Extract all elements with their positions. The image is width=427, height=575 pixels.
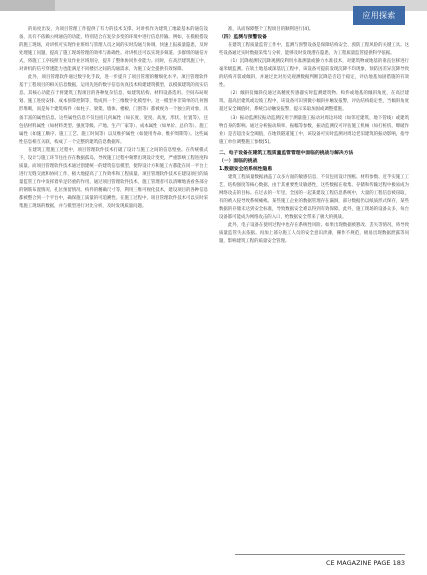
subsection-heading: （四）监测与预警设备 (219, 35, 267, 41)
body-paragraph: 建筑工程质量数据涵盖了众多方面的敏感信息，不仅包括设计图纸、材料参数、近乎实施工工艺，结构强度等核心数据，由于其重要性及敏感性，这些数据在收集、存储和传输过程中极易成为网络攻击的目标。在过去的一年里，全国的一起某建设工程信息系统中，大量的工程信息被窃取，有的被入侵导致系统瘫痪。某些施工企业的数据管理存在漏洞，部分数据仍以纸质形式保存，某些数据的存储未达到安全标准，导致数据安全难以得到有效保障。此外，施工现场的设备众多，每台设备都可能成为网络攻击的入口，给数据安全带来了极大的挑战。 (219, 174, 409, 221)
body-paragraph: （3）振动监测仪振动监测仪用于测量施工振动对周边环境（如邻近建筑、地下管线）或建筑物自身的影响。通过分析振动频率、振幅等参数，振动监测仪可评估施工机械（如打桩机、爆破作业）是否超出安全阈值，在地铁隧道施工中，该设备可实时监测对周边老旧建筑的振动影响，指导施工单位调整施工参数[5]。 (219, 115, 409, 145)
page-number: 183 (392, 559, 405, 567)
body-paragraph: 在建筑工程质量监管工作中，监测与预警设备是保障结构安全、预防工程风险的关键工具。这些设备通过实时数据采集与分析，能够及时发现潜在隐患，为工程质量监管提供科学依据。 (219, 43, 409, 57)
item-heading: 1.数据安全的系统性隐患 (219, 166, 273, 172)
page-label: PAGE (373, 559, 391, 567)
body-paragraph: （2）倾斜仪倾斜仪通过高精度传感器实时监测建筑物、构件或地基的倾斜角度，在高层建筑、超高层建筑或边坡工程中，该设备可识别微小倾斜并触发报警，评估结构稳定性，当倾斜角度超过安全阈值时，系统自动触发报警，提示采取加固或调整措施。 (219, 91, 409, 113)
magazine-name: CE MAGAZINE (325, 559, 372, 567)
body-paragraph: 此外，项目管理软件通过数字化手段，进一步提升了项目管理的精细化水平。项目管理软件基于工程项目的相关信息数据，运用先进的数字信息仿真技术构建建筑模型，以模拟建筑的真实信息。其核心功能在于将建筑工程项目的各种复杂信息，如建筑结构、材料设备选用、空间布局规划、施工进度安排、成本预算控制等，集成到一个三维数字化模型中。这一模型并非简单的几何图形堆砌，而是每个建筑构件（如柱子、梁架、墙体、楼板、门窗等）都被视为一个独立的对象，具备丰富的属性信息。这些属性信息不仅包括几何属性（如长度、宽度、高度、形状、位置等），还包括材料属性（如材料类型、强度等级、产地、生产厂家等）、成本属性（如单价、总价等）、施工属性（如施工顺序、施工工艺、施工时间等）以及维护属性（如使用寿命、维护周期等）。这些属性信息相互关联，构成了一个完整的建筑信息数据库。 (19, 75, 208, 145)
footer-rule (235, 554, 405, 555)
right-column (219, 26, 409, 548)
left-column (19, 26, 208, 548)
section-heading: 二、电子设备在建筑工程质量监管管理中面临的挑战与解决方法 (219, 150, 354, 156)
page-footer (326, 559, 405, 567)
body-paragraph: 此外，电子设备在使用过程中也存在系统性风险。如果出现数据被篡改、丢失等情况，将导致质量监管失去依据。再加上部分施工人员的安全意识淡薄，操作不规范，极易出现数据泄露等问题，影响建筑工程的质量安全管理。 (219, 223, 409, 245)
body-paragraph: （1）沉降观测仪沉降观测仪利用水准测量或静力水准技术，对建筑物或地基的垂直位移进行毫米级监测。在软土地基或深基坑工程中，该设备可提前发现沉降不均现象，预防因差异沉降导致的结构开裂或倾斜，并通过比对历史观测数据判断沉降是否趋于稳定，评估地基加固措施的有效性。 (219, 59, 409, 89)
subsection-heading: （一）面临的挑战 (219, 158, 258, 164)
body-paragraph: 在建筑工程施工过程中，项目管理软件技术打破了设计与施工之间的信息壁垒。在传统模式下，设计与施工环节往往存在数据孤岛，导致施工过程中频繁出现设计变更，严重影响工程进度和质量。而项目管理软件技术通过创建统一的建筑信息模型，使得设计方和施工方都能在同一平台上进行无缝交流和协同工作，极大地提高了工作效率和工程质量。项目管理软件技术在建设项目的质量监管工作中发挥着举足轻重的作用，通过项目管理软件技术，施工管理者可以清晰地查看各部分的钢筋布置情况、孔位预留情况、构件的精确尺寸等，利用三维可视化技术，建设项目的各种信息都被整合到一个平台中，确保施工质量的可追溯性。在施工过程中，项目管理软件技术可以实时采集施工现场的数据，并与模型进行对比分析，及时发现质量问题。 (19, 147, 208, 210)
body-paragraph: 的角度出发，为项目管理工作提供了有力的技术支撑。对讲机作为建筑工地最基本的通信设备，具有不依赖公网通信的功能，特别适合在复杂多变的环境中进行信息传输。例如，在模板搭设的施工现场，对讲机可实现作业班组与管理人员之间的实时沟通与协调，快速上报质量隐患，及时处理施工问题，提高了施工现场管理的效率与准确性。对讲机还可以实现多频道、多群组的通信方式，将施工工序按照专业及作业区域划分，提升了整体协同作业能力。同时，在高层建筑施工中，对讲机的信号穿透能力也能满足不同楼层之间的沟通需求，为施工安全提供有效保障。 (19, 27, 208, 73)
top-band-accent (0, 0, 55, 11)
body-paragraph: 准，从而保障整个工程项目的顺利进行[4]。 (228, 27, 314, 32)
section-tab: 应用探索 (353, 6, 405, 25)
